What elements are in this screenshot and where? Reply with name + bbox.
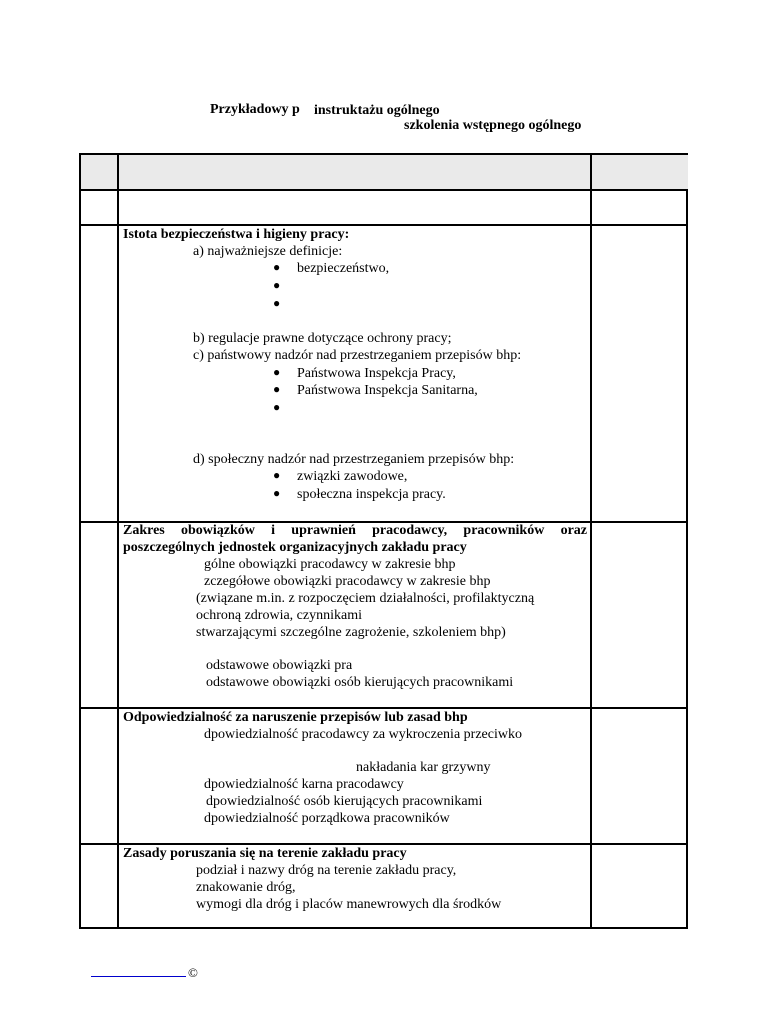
header-cell-topic xyxy=(119,155,591,189)
list-item: (związane m.in. z rozpoczęciem działalności, profilaktyczną xyxy=(196,591,535,606)
column-divider-1 xyxy=(117,155,119,927)
list-item: dpowiedzialność osób kierujących pracownikami xyxy=(206,794,483,809)
list-item: dpowiedzialność porządkowa pracowników xyxy=(204,811,450,826)
list-item: związki zawodowe, xyxy=(297,469,408,484)
list-item: ochroną zdrowia, czynnikami xyxy=(196,608,362,623)
list-item: gólne obowiązki pracodawcy w zakresie bhp xyxy=(204,557,456,572)
bullet-icon: ● xyxy=(273,365,281,379)
list-item: wymogi dla dróg i placów manewrowych dla środków xyxy=(196,897,502,912)
list-item: stwarzającymi szczególne zagrożenie, szkoleniem bhp) xyxy=(196,625,506,640)
bullet-icon: ● xyxy=(273,296,281,310)
list-item: b) regulacje prawne dotyczące ochrony pracy; xyxy=(193,331,452,346)
list-item: społeczna inspekcja pracy. xyxy=(297,487,446,502)
list-item: dpowiedzialność pracodawcy za wykroczenia przeciwko xyxy=(204,727,522,742)
document-title-line2: instruktażu ogólnego xyxy=(314,103,440,118)
list-item: d) społeczny nadzór nad przestrzeganiem przepisów bhp: xyxy=(193,452,515,467)
section-heading-cont: poszczególnych jednostek organizacyjnych zakładu pracy xyxy=(123,540,467,555)
bullet-icon: ● xyxy=(273,382,281,396)
section-heading: Zasady poruszania się na terenie zakładu pracy xyxy=(123,846,407,861)
header-cell-lp xyxy=(81,155,117,189)
list-item: a) najważniejsze definicje: xyxy=(193,244,343,259)
bullet-icon: ● xyxy=(273,260,281,274)
bullet-icon: ● xyxy=(273,486,281,500)
column-divider-2 xyxy=(590,155,592,927)
list-item: Państwowa Inspekcja Pracy, xyxy=(297,366,456,381)
section-heading: Odpowiedzialność za naruszenie przepisów lub zasad bhp xyxy=(123,710,468,725)
section-heading: Istota bezpieczeństwa i higieny pracy: xyxy=(123,227,350,242)
footer-link[interactable] xyxy=(91,976,186,977)
footer-copyright: © xyxy=(188,965,198,980)
bullet-icon: ● xyxy=(273,400,281,414)
list-item: zczegółowe obowiązki pracodawcy w zakresie bhp xyxy=(204,574,491,589)
list-item: bezpieczeństwo, xyxy=(297,261,390,276)
section-heading: Zakres obowiązków i uprawnień pracodawcy, pracowników oraz xyxy=(123,523,587,538)
bullet-icon: ● xyxy=(273,278,281,292)
list-item: odstawowe obowiązki pra xyxy=(206,658,353,673)
title-part-right: szkolenia wstępnego ogólnego xyxy=(404,118,582,133)
title-part-left: Przykładowy p xyxy=(210,102,300,117)
list-item: dpowiedzialność karna pracodawcy xyxy=(204,777,404,792)
header-cell-hours xyxy=(592,155,688,189)
list-item: podział i nazwy dróg na terenie zakładu pracy, xyxy=(196,863,457,878)
bullet-icon: ● xyxy=(273,468,281,482)
list-item: c) państwowy nadzór nad przestrzeganiem przepisów bhp: xyxy=(193,348,522,363)
list-item: znakowanie dróg, xyxy=(196,880,296,895)
list-item: nakładania kar grzywny xyxy=(356,760,491,775)
list-item: odstawowe obowiązki osób kierujących pracownikami xyxy=(206,675,514,690)
list-item: Państwowa Inspekcja Sanitarna, xyxy=(297,383,478,398)
row-divider-header xyxy=(81,189,686,191)
